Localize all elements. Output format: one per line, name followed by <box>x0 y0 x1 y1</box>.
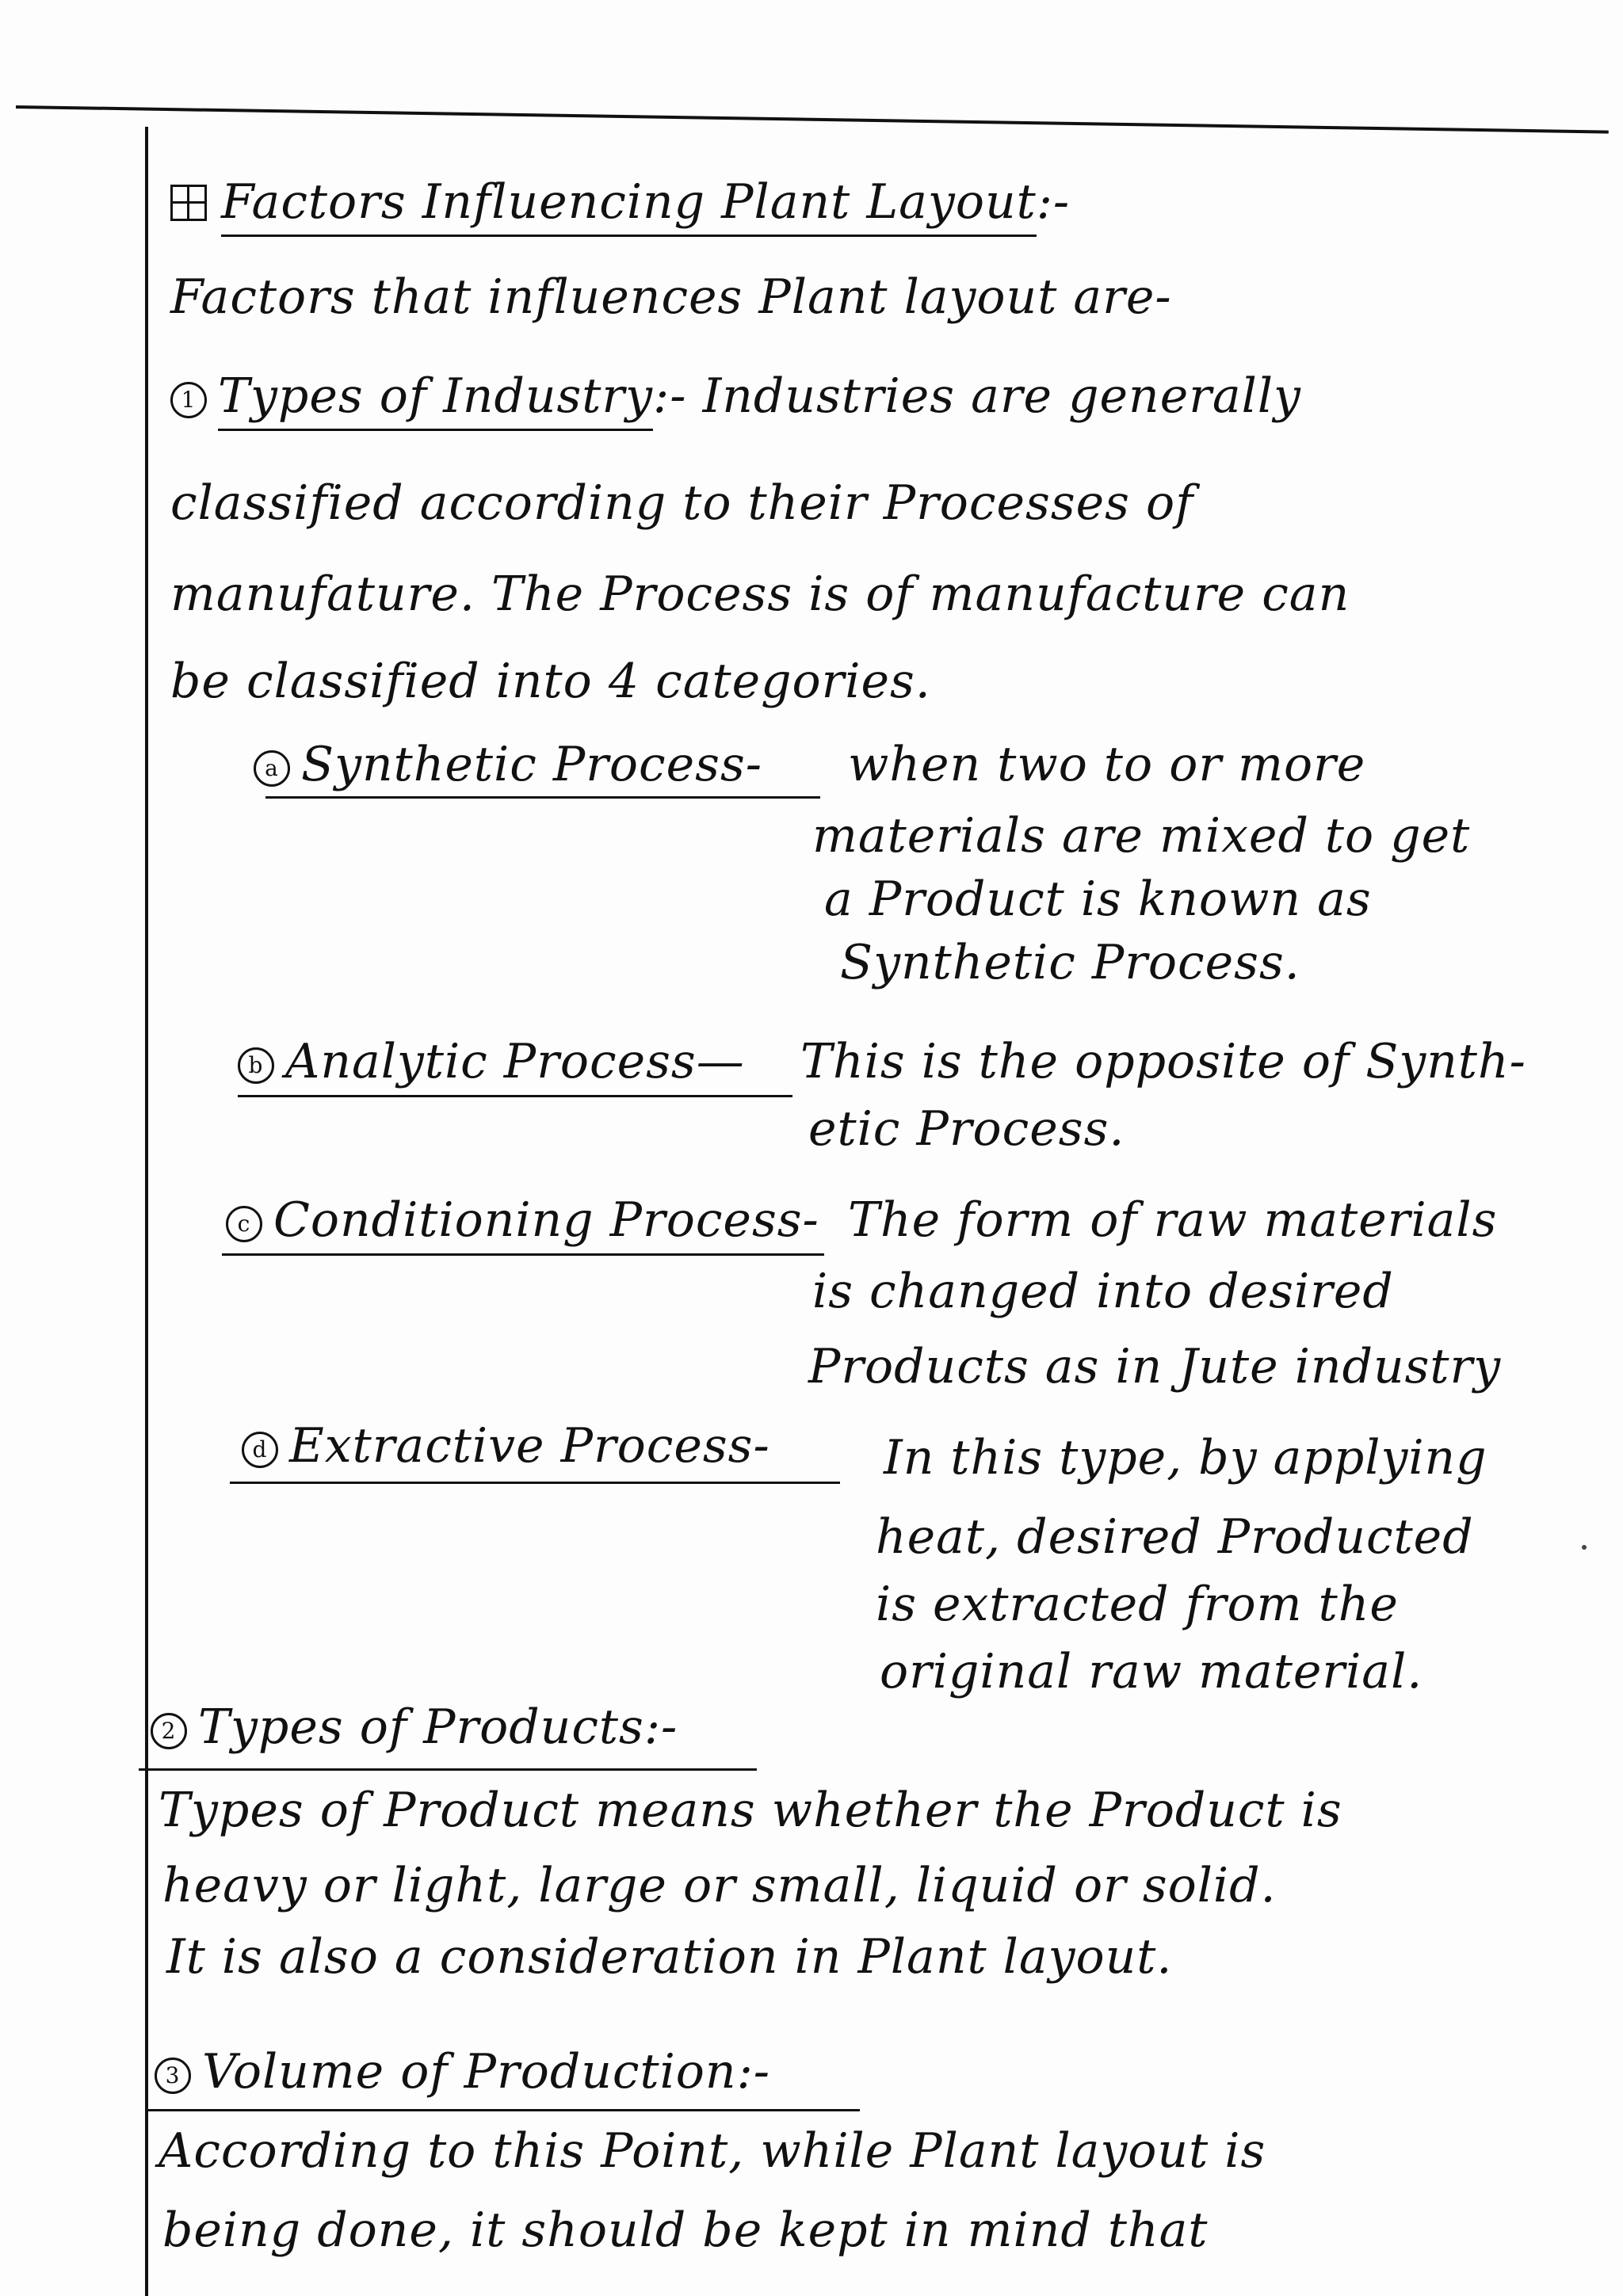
point2-line-2: heavy or light, large or small, liquid or solid. <box>162 1858 1277 1913</box>
sub-d-line-4: original raw material. <box>880 1644 1423 1699</box>
sub-d-underline <box>230 1482 840 1484</box>
sub-d-heading <box>242 1418 770 1474</box>
sub-d-line-1: In this type, by applying <box>884 1430 1487 1486</box>
sub-b-heading <box>238 1034 745 1089</box>
point1-line-2: classified according to their Processes of <box>170 475 1194 531</box>
sub-c-line-3: Products as in Jute industry <box>808 1339 1502 1394</box>
sub-d-sep: - <box>753 1418 770 1474</box>
point1-heading <box>170 368 1301 424</box>
sub-b-letter: b <box>238 1047 274 1084</box>
point3-title: Volume of Production <box>202 2044 737 2100</box>
sub-a-line-4: Synthetic Process. <box>840 935 1300 990</box>
top-margin-line <box>16 105 1609 134</box>
sub-a-letter: a <box>254 750 290 787</box>
section-heading <box>170 174 1071 230</box>
sub-c-line-2: is changed into desired <box>812 1264 1394 1319</box>
heading-suffix: :- <box>1036 174 1071 230</box>
point3-number: 3 <box>155 2058 191 2094</box>
sub-a-underline <box>265 796 820 799</box>
sub-b-underline <box>238 1095 792 1097</box>
sub-c-letter: c <box>226 1206 262 1242</box>
sub-a-line-3: a Product is known as <box>824 871 1372 927</box>
point2-heading <box>151 1699 678 1755</box>
sub-c-line-1: The form of raw materials <box>848 1192 1498 1248</box>
point2-line-3: It is also a consideration in Plant layout. <box>166 1929 1173 1985</box>
left-margin-line <box>145 127 148 2296</box>
point3-line-2: being done, it should be kept in mind that <box>162 2203 1209 2258</box>
sub-c-sep: - <box>802 1192 819 1248</box>
point1-line-3: manufature. The Process is of manufacture can <box>170 566 1350 622</box>
point3-underline <box>147 2109 860 2111</box>
heading-title: Factors Influencing Plant Layout <box>221 174 1037 237</box>
ink-speck <box>1582 1545 1587 1550</box>
sub-b-sep: — <box>696 1034 745 1089</box>
sub-c-title: Conditioning Process <box>273 1192 803 1248</box>
sub-d-letter: d <box>242 1432 278 1468</box>
sub-a-heading <box>254 737 763 792</box>
point2-sep: :- <box>643 1699 678 1755</box>
point1-number: 1 <box>170 382 207 418</box>
point3-heading <box>155 2044 771 2100</box>
sub-a-line-2: materials are mixed to get <box>812 808 1471 864</box>
point1-title: Types of Industry <box>218 368 653 431</box>
sub-d-title: Extractive Process <box>289 1418 754 1474</box>
point2-underline <box>139 1768 757 1771</box>
sub-b-line-1: This is the opposite of Synth- <box>800 1034 1526 1089</box>
sub-b-line-2: etic Process. <box>808 1101 1125 1157</box>
point1-line-4: be classified into 4 categories. <box>170 654 931 709</box>
point2-line-1: Types of Product means whether the Product is <box>158 1783 1342 1838</box>
intro-text: Factors that influences Plant layout are- <box>170 269 1172 325</box>
point3-sep: :- <box>736 2044 771 2100</box>
sub-c-underline <box>222 1253 824 1256</box>
point1-line-1: Industries are generally <box>702 368 1301 424</box>
sub-b-title: Analytic Process <box>285 1034 697 1089</box>
point1-sep: :- <box>652 368 687 424</box>
box-bullet-icon <box>170 185 207 221</box>
sub-d-line-2: heat, desired Producted <box>876 1509 1474 1565</box>
point3-line-1: According to this Point, while Plant layout is <box>158 2123 1266 2179</box>
point2-title: Types of Products <box>198 1699 644 1755</box>
sub-a-line-1: when two to or more <box>848 737 1366 792</box>
sub-c-heading <box>226 1192 819 1248</box>
point2-number: 2 <box>151 1713 187 1749</box>
sub-a-title: Synthetic Process <box>301 737 746 792</box>
sub-a-sep: - <box>745 737 763 792</box>
sub-d-line-3: is extracted from the <box>876 1577 1399 1632</box>
